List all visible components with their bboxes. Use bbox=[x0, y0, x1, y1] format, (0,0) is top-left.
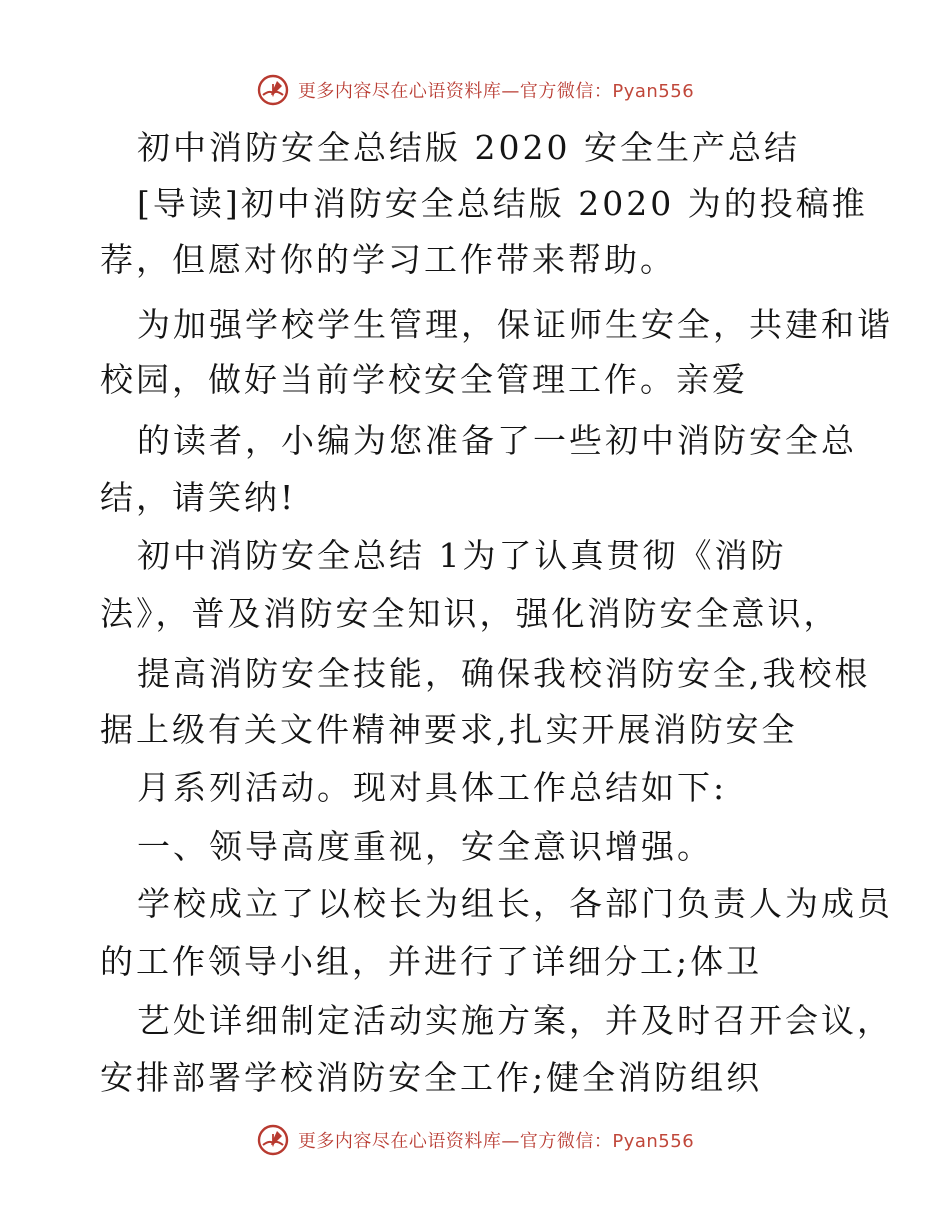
text-line: 校园，做好当前学校安全管理工作。亲爱 bbox=[100, 360, 748, 399]
book-logo-icon bbox=[256, 1123, 290, 1157]
watermark-text bbox=[298, 1127, 694, 1153]
book-logo-icon bbox=[256, 73, 290, 107]
text-line: 提高消防安全技能，确保我校消防安全,我校根 bbox=[137, 654, 871, 693]
watermark-dash: — bbox=[501, 1131, 520, 1152]
text-line: 结，请笑纳! bbox=[100, 478, 297, 517]
watermark-wechat-id: Pyan556 bbox=[612, 1131, 695, 1152]
text-line: 法》，普及消防安全知识，强化消防安全意识， bbox=[100, 594, 840, 633]
text-line: 为加强学校学生管理，保证师生安全，共建和谐 bbox=[137, 305, 893, 344]
watermark-wechat-id: Pyan556 bbox=[612, 81, 695, 102]
document-title: 初中消防安全总结版 2020 安全生产总结 bbox=[137, 128, 800, 167]
watermark-part1: 更多内容尽在心语资料库 bbox=[297, 1131, 502, 1152]
footer-watermark bbox=[0, 1120, 950, 1160]
text-line: 初中消防安全总结 1为了认真贯彻《消防 bbox=[137, 536, 787, 575]
text-line: [导读]初中消防安全总结版 2020 为的投稿推 bbox=[137, 184, 868, 223]
section-heading: 一、领导高度重视，安全意识增强。 bbox=[137, 827, 713, 866]
text-line: 的工作领导小组，并进行了详细分工;体卫 bbox=[100, 942, 763, 981]
text-line: 安排部署学校消防安全工作;健全消防组织 bbox=[100, 1058, 763, 1097]
watermark-dash: — bbox=[501, 81, 520, 102]
watermark-part2: 官方微信： bbox=[519, 1131, 613, 1152]
text-line: 月系列活动。现对具体工作总结如下: bbox=[137, 768, 728, 807]
watermark-part1: 更多内容尽在心语资料库 bbox=[297, 81, 502, 102]
text-line: 艺处详细制定活动实施方案，并及时召开会议， bbox=[137, 1001, 893, 1040]
text-line: 学校成立了以校长为组长，各部门负责人为成员 bbox=[137, 884, 893, 923]
text-line: 荐，但愿对你的学习工作带来帮助。 bbox=[100, 240, 676, 279]
header-watermark bbox=[0, 70, 950, 110]
text-line: 据上级有关文件精神要求,扎实开展消防安全 bbox=[100, 710, 798, 749]
watermark-part2: 官方微信： bbox=[519, 81, 613, 102]
watermark-text bbox=[298, 77, 694, 103]
text-line: 的读者，小编为您准备了一些初中消防安全总 bbox=[137, 421, 857, 460]
